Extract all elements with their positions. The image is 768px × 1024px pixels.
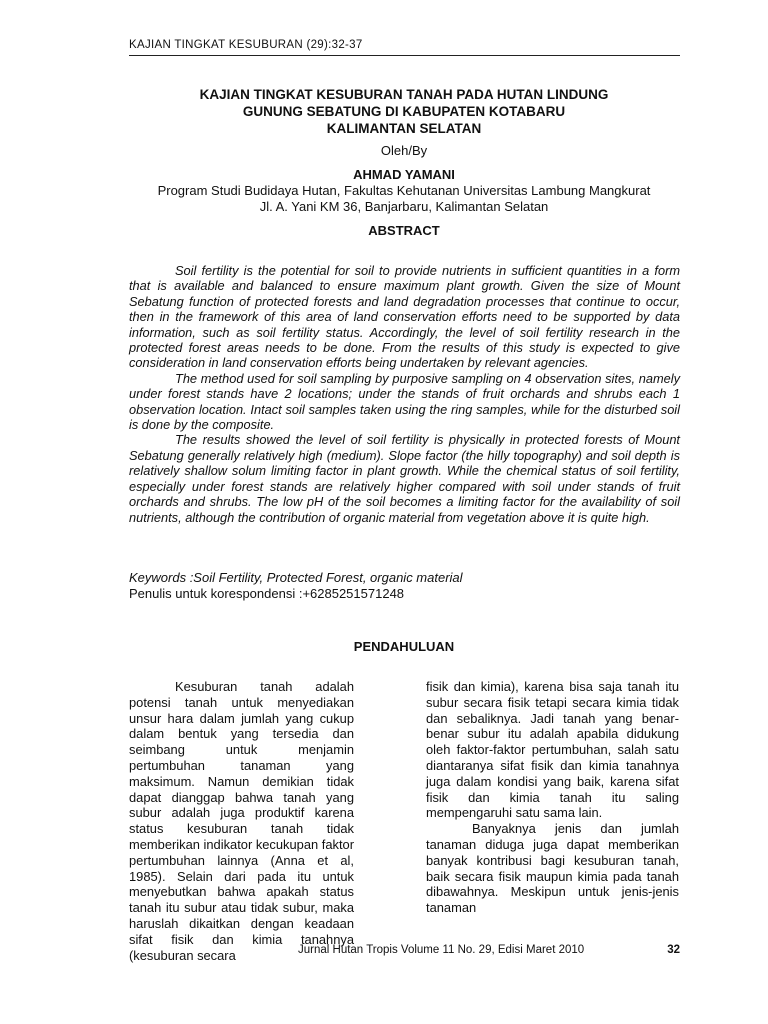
paper-title-line-1: KAJIAN TINGKAT KESUBURAN TANAH PADA HUTAN LINDUNG: [199, 87, 609, 102]
keywords: Keywords :Soil Fertility, Protected Forest, organic material: [129, 570, 463, 585]
right-column: [426, 679, 679, 916]
author-affiliation: Program Studi Budidaya Hutan, Fakultas Kehutanan Universitas Lambung Mangkurat: [157, 183, 651, 198]
body-paragraph: fisik dan kimia), karena bisa saja tanah itu subur secara fisik tetapi secara kimia tidak dan sebaliknya. Jadi tanah yang benar-benar subur itu adalah apabila didukung oleh faktor-faktor pertumbuhan, salah satu diantaranya sifat fisik dan kimia tanahnya juga dalam kondisi yang baik, karena sifat fisik dan kimia tanah itu saling mempengaruhi satu sama lain.: [426, 679, 679, 821]
abstract-paragraph: The method used for soil sampling by purposive sampling on 4 observation sites, namely under forest stands have 2 locations; under the stands of fruit orchards and shrubs each 1 observation location. Intact soil samples taken using the ring samples, while for the disturbed soil is done by the composite.: [129, 370, 680, 433]
correspondence: Penulis untuk korespondensi :+6285251571248: [129, 586, 405, 601]
paper-title-line-3: KALIMANTAN SELATAN: [326, 121, 482, 136]
byline: Oleh/By: [380, 143, 428, 158]
author-name: AHMAD YAMANI: [353, 167, 455, 182]
body-paragraph: Banyaknya jenis dan jumlah tanaman diduga juga dapat memberikan banyak kontribusi bagi kesuburan tanah, baik secara fisik maupun kimia pada tanah dibawahnya. Meskipun untuk jenis-jenis tanaman: [426, 821, 679, 916]
author-address: Jl. A. Yani KM 36, Banjarbaru, Kalimantan Selatan: [259, 199, 549, 214]
section-heading: PENDAHULUAN: [353, 639, 455, 654]
running-header: KAJIAN TINGKAT KESUBURAN (29):32-37: [129, 39, 680, 56]
title-block: [100, 86, 708, 215]
body-paragraph: Kesuburan tanah adalah potensi tanah untuk menyediakan unsur hara dalam jumlah yang cukup dalam bentuk yang tersedia dan seimbang untuk menjamin pertumbuhan tanaman yang maksimum. Namun demikian tidak dapat dianggap bahwa tanah yang subur adalah juga produktif karena status kesuburan tanah tidak memberikan indikator kecukupan faktor pertumbuhan lainnya (Anna et al, 1985). Selain dari pada itu untuk menyebutkan bahwa apakah status tanah itu subur atau tidak subur, maka haruslah dikaitkan dengan keadaan sifat fisik dan kimia tanahnya (kesuburan secara: [129, 679, 354, 963]
keywords-block: [129, 570, 680, 602]
abstract-paragraph: Soil fertility is the potential for soil to provide nutrients in sufficient quantities in a form that is available and balanced to ensure maximum plant growth. Given the size of Mount Sebatung function of protected forests and land degradation processes that continue to occur, then in the framework of this area of land conservation efforts need to be supported by data information, such as soil fertility status. Accordingly, the level of soil fertility research in the protected forest areas needs to be done. From the results of this study is expected to give consideration in land conservation efforts being undertaken by relevant agencies.: [129, 263, 680, 371]
abstract-heading: ABSTRACT: [368, 223, 440, 238]
page-number: 32: [667, 944, 680, 956]
journal-citation: Jurnal Hutan Tropis Volume 11 No. 29, Edisi Maret 2010: [298, 944, 585, 956]
abstract-paragraph: The results showed the level of soil fertility is physically in protected forests of Mount Sebatung generally relatively high (medium). Slope factor (the hilly topography) and soil depth is relatively shallow solum limiting factor in plant growth. While the chemical status of soil fertility, especially under forest stands are relatively higher compared with soil under stands of fruit orchards and shrubs. The low pH of the soil becomes a limiting factor for the availability of soil nutrients, although the contribution of organic material from vegetation above it is quite high.: [129, 432, 680, 525]
abstract-body: [129, 263, 680, 525]
left-column: [129, 679, 354, 963]
paper-title-line-2: GUNUNG SEBATUNG DI KABUPATEN KOTABARU: [242, 104, 566, 119]
